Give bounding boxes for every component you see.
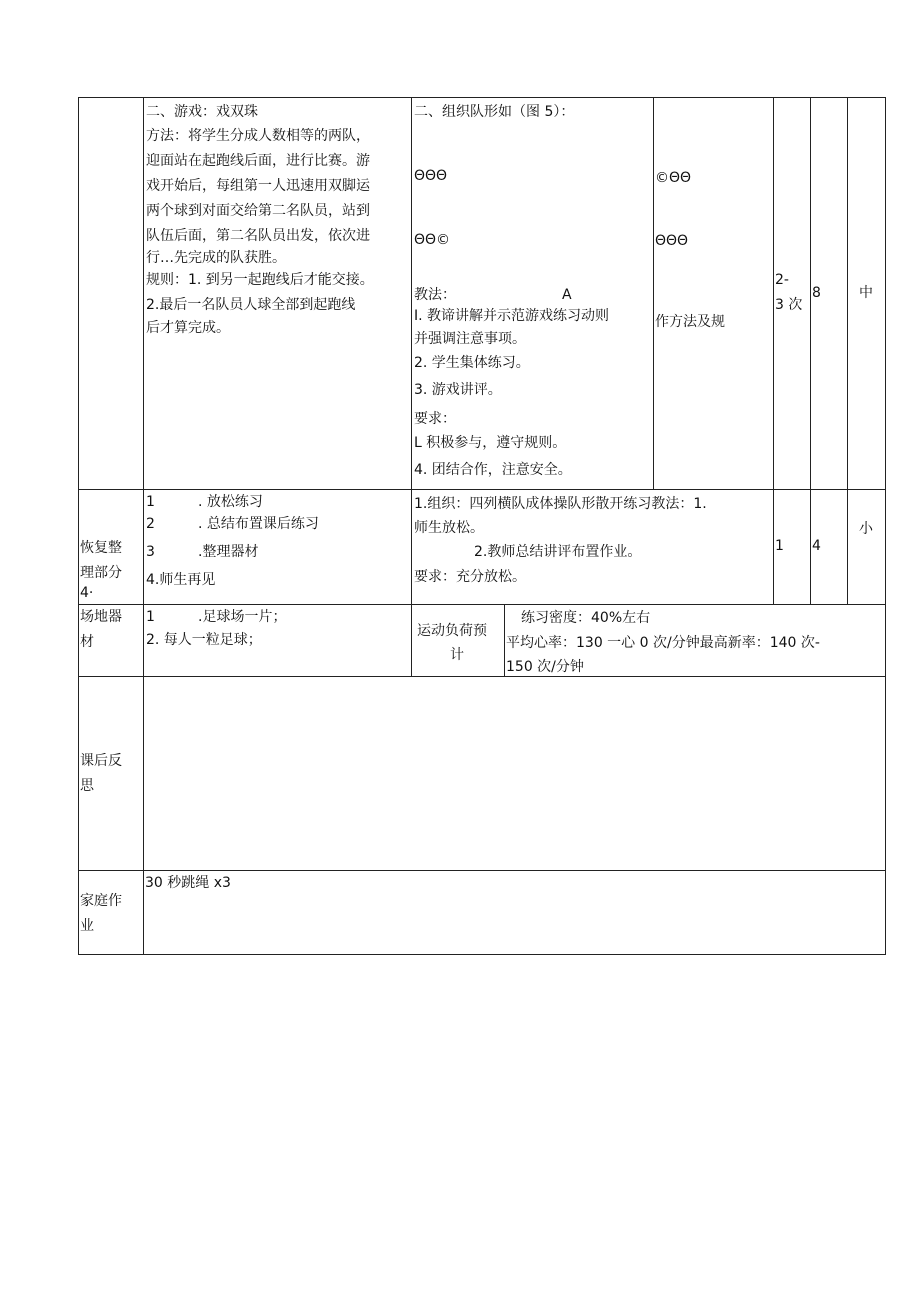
game-title: 二、游戏：戏双珠 bbox=[146, 104, 258, 120]
density-text: 练习密度：40%左右 bbox=[521, 610, 651, 626]
method-line: 方法：将学生分成人数相等的两队， bbox=[146, 128, 370, 144]
homework-content: 30 秒跳绳 x3 bbox=[145, 875, 231, 891]
load-label-cell bbox=[411, 604, 505, 677]
game-intensity-cell bbox=[847, 97, 886, 490]
method-line: 行…先完成的队获胜。 bbox=[146, 250, 286, 266]
recovery-content-cell bbox=[143, 489, 412, 605]
intensity-value: 中 bbox=[859, 285, 873, 301]
minutes-value: 8 bbox=[812, 285, 821, 301]
method-line: 两个球到对面交给第二名队员，站到 bbox=[146, 203, 370, 219]
recovery-item-text: 4.师生再见 bbox=[146, 572, 216, 588]
recovery-organization-line: 1.组织：四列横队成体操队形散开练习教法：1. bbox=[414, 496, 707, 512]
recovery-item-text: . 放松练习 bbox=[198, 494, 263, 510]
venue-item-num: 1 bbox=[146, 609, 155, 625]
homework-label-line: 家庭作 bbox=[80, 893, 122, 909]
rules-line: 规则：1. 到另一起跑线后才能交接。 bbox=[146, 272, 374, 288]
method-line: 迎面站在起跑线后面，进行比赛。游 bbox=[146, 153, 370, 169]
recovery-label-cell bbox=[78, 489, 144, 605]
organization-side-cell bbox=[653, 97, 774, 490]
recovery-times-cell bbox=[773, 489, 811, 605]
recovery-intensity-value: 小 bbox=[859, 521, 873, 537]
teaching-line: 并强调注意事项。 bbox=[414, 331, 526, 347]
load-value-cell bbox=[504, 604, 886, 677]
method-label: 教法： bbox=[414, 287, 456, 303]
formation-row: ΘΘΘ bbox=[655, 233, 689, 249]
teaching-line: I. 教谛讲解并示范游戏练习动则 bbox=[414, 308, 610, 324]
formation-row: ΘΘ© bbox=[414, 232, 451, 248]
recovery-item-num: 2 bbox=[146, 516, 155, 532]
recovery-label-line: 理部分 bbox=[80, 565, 122, 581]
game-times-cell bbox=[773, 97, 811, 490]
venue-item-text: 2. 每人一粒足球； bbox=[146, 632, 262, 648]
recovery-organization-line: 要求：充分放松。 bbox=[414, 569, 526, 585]
recovery-item-num: 1 bbox=[146, 494, 155, 510]
venue-label-cell bbox=[78, 604, 144, 677]
venue-items-cell bbox=[143, 604, 412, 677]
recovery-item-text: .整理器材 bbox=[198, 544, 259, 560]
recovery-label-line: 4· bbox=[80, 585, 94, 601]
recovery-organization-line: 师生放松。 bbox=[414, 520, 484, 536]
recovery-item-num: 3 bbox=[146, 544, 155, 560]
homework-label-line: 业 bbox=[80, 918, 94, 934]
marker-a: A bbox=[562, 287, 572, 303]
recovery-minutes-cell bbox=[810, 489, 848, 605]
recovery-organization-cell bbox=[411, 489, 774, 605]
rules-line: 2.最后一名队员人球全部到起跑线 bbox=[146, 297, 356, 313]
game-label-cell bbox=[78, 97, 144, 490]
venue-item-text: .足球场一片； bbox=[198, 609, 287, 625]
recovery-intensity-cell bbox=[847, 489, 886, 605]
teaching-line: 3. 游戏讲评。 bbox=[414, 382, 502, 398]
recovery-minutes-value: 4 bbox=[812, 538, 821, 554]
game-content-cell bbox=[143, 97, 412, 490]
recovery-times-value: 1 bbox=[775, 538, 784, 554]
formation-row: ©ΘΘ bbox=[655, 170, 692, 186]
teaching-line: 2. 学生集体练习。 bbox=[414, 355, 530, 371]
rules-line: 后才算完成。 bbox=[146, 320, 230, 336]
homework-content-cell bbox=[143, 870, 886, 955]
times-line: 2- bbox=[775, 272, 789, 288]
formation-row: ΘΘΘ bbox=[414, 168, 448, 184]
requirement-line: 4. 团结合作，注意安全。 bbox=[414, 462, 572, 478]
organization-title: 二、组织队形如（图 5）： bbox=[414, 104, 575, 120]
reflection-label-cell bbox=[78, 676, 144, 871]
times-line: 3 次 bbox=[775, 297, 803, 313]
homework-label-cell bbox=[78, 870, 144, 955]
side-note: 作方法及规 bbox=[655, 314, 725, 330]
venue-label-line: 材 bbox=[80, 634, 94, 650]
load-label-line: 计 bbox=[450, 647, 464, 663]
organization-cell bbox=[411, 97, 654, 490]
recovery-item-text: . 总结布置课后练习 bbox=[198, 516, 319, 532]
venue-label-line: 场地器 bbox=[80, 609, 122, 625]
requirement-line: L 积极参与，遵守规则。 bbox=[414, 435, 567, 451]
recovery-organization-line: 2.教师总结讲评布置作业。 bbox=[474, 544, 642, 560]
game-minutes-cell bbox=[810, 97, 848, 490]
heart-rate-line: 150 次/分钟 bbox=[506, 659, 584, 675]
requirements-label: 要求： bbox=[414, 411, 456, 427]
reflection-label-line: 思 bbox=[80, 778, 94, 794]
reflection-label-line: 课后反 bbox=[80, 753, 122, 769]
load-label-line: 运动负荷预 bbox=[417, 623, 487, 639]
method-line: 队伍后面，第二名队员出发，依次进 bbox=[146, 228, 370, 244]
reflection-content-cell bbox=[143, 676, 886, 871]
heart-rate-line: 平均心率：130 一心 0 次/分钟最高新率：140 次- bbox=[506, 635, 820, 651]
method-line: 戏开始后，每组第一人迅速用双脚运 bbox=[146, 178, 370, 194]
recovery-label-line: 恢复整 bbox=[80, 540, 122, 556]
